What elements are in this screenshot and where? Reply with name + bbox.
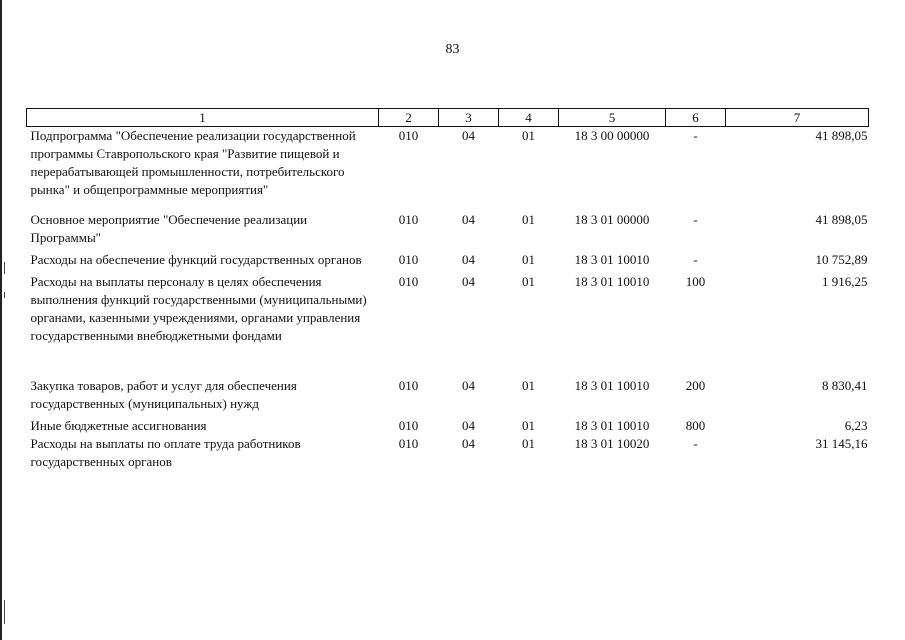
row-code-4: 01 xyxy=(522,418,535,433)
row-code-6: 800 xyxy=(685,418,706,433)
row-code-6: - xyxy=(693,252,698,267)
scan-left-edge xyxy=(0,0,2,640)
row-code-3: 04 xyxy=(462,274,475,289)
table-row xyxy=(27,127,869,212)
row-code-3: 04 xyxy=(462,212,475,227)
row-name: Закупка товаров, работ и услуг для обеспечения государственных (муниципальных) нужд xyxy=(30,378,297,411)
row-code-3: 04 xyxy=(462,128,475,143)
column-header: 5 xyxy=(559,109,666,127)
row-code-2: 010 xyxy=(398,252,419,267)
table-row xyxy=(27,211,869,251)
row-code-3: 04 xyxy=(462,378,475,393)
row-code-4: 01 xyxy=(522,378,535,393)
row-code-3: 04 xyxy=(462,436,475,451)
row-code-5: 18 3 01 10010 xyxy=(574,274,650,289)
row-amount: 10 752,89 xyxy=(815,252,868,267)
row-code-2: 010 xyxy=(398,436,419,451)
row-code-5: 18 3 00 00000 xyxy=(574,128,650,143)
row-code-4: 01 xyxy=(522,128,535,143)
scan-mark xyxy=(4,600,5,624)
row-name: Расходы на обеспечение функций государственных органов xyxy=(30,252,362,267)
scan-mark xyxy=(4,262,5,274)
row-code-4: 01 xyxy=(522,212,535,227)
row-name: Расходы на выплаты персоналу в целях обеспечения выполнения функций государственными (муниципальными) органами, казенными учреждениями, органами управления государственными внебюджетными фондами xyxy=(30,274,367,343)
row-name: Расходы на выплаты по оплате труда работников государственных органов xyxy=(30,436,301,469)
row-code-4: 01 xyxy=(522,436,535,451)
row-code-2: 010 xyxy=(398,274,419,289)
column-header: 4 xyxy=(499,109,559,127)
row-code-5: 18 3 01 10010 xyxy=(574,252,650,267)
budget-table xyxy=(26,108,869,471)
table-row xyxy=(27,251,869,273)
row-code-2: 010 xyxy=(398,378,419,393)
row-code-6: 200 xyxy=(685,378,706,393)
row-code-4: 01 xyxy=(522,252,535,267)
table-row xyxy=(27,377,869,417)
row-code-2: 010 xyxy=(398,128,419,143)
row-code-5: 18 3 01 10020 xyxy=(574,436,650,451)
row-name: Иные бюджетные ассигнования xyxy=(30,418,207,433)
table-header-row xyxy=(27,109,869,127)
row-code-6: - xyxy=(693,212,698,227)
column-header: 3 xyxy=(439,109,499,127)
table-row xyxy=(27,435,869,471)
row-code-5: 18 3 01 10010 xyxy=(574,418,650,433)
row-name: Основное мероприятие "Обеспечение реализации Программы" xyxy=(30,212,308,245)
page-number: 83 xyxy=(445,42,460,57)
table-row xyxy=(27,273,869,377)
row-code-6: - xyxy=(693,436,698,451)
row-code-3: 04 xyxy=(462,418,475,433)
row-amount: 6,23 xyxy=(844,418,868,433)
row-code-6: 100 xyxy=(685,274,706,289)
scan-mark xyxy=(4,292,5,298)
row-name: Подпрограмма "Обеспечение реализации государственной программы Ставропольского края "Развитие пищевой и перерабатывающей промышленности, потребительского рынка" и общепрограммные мероприятия" xyxy=(30,128,356,197)
row-amount: 41 898,05 xyxy=(815,128,868,143)
table-row xyxy=(27,417,869,435)
row-code-2: 010 xyxy=(398,212,419,227)
column-header: 6 xyxy=(666,109,726,127)
column-header: 2 xyxy=(379,109,439,127)
row-amount: 31 145,16 xyxy=(815,436,868,451)
row-code-2: 010 xyxy=(398,418,419,433)
row-amount: 1 916,25 xyxy=(822,274,868,289)
row-amount: 41 898,05 xyxy=(815,212,868,227)
row-code-5: 18 3 01 00000 xyxy=(574,212,650,227)
row-code-3: 04 xyxy=(462,252,475,267)
column-header: 1 xyxy=(27,109,379,127)
column-header: 7 xyxy=(726,109,869,127)
row-amount: 8 830,41 xyxy=(822,378,868,393)
row-code-4: 01 xyxy=(522,274,535,289)
row-code-5: 18 3 01 10010 xyxy=(574,378,650,393)
row-code-6: - xyxy=(693,128,698,143)
